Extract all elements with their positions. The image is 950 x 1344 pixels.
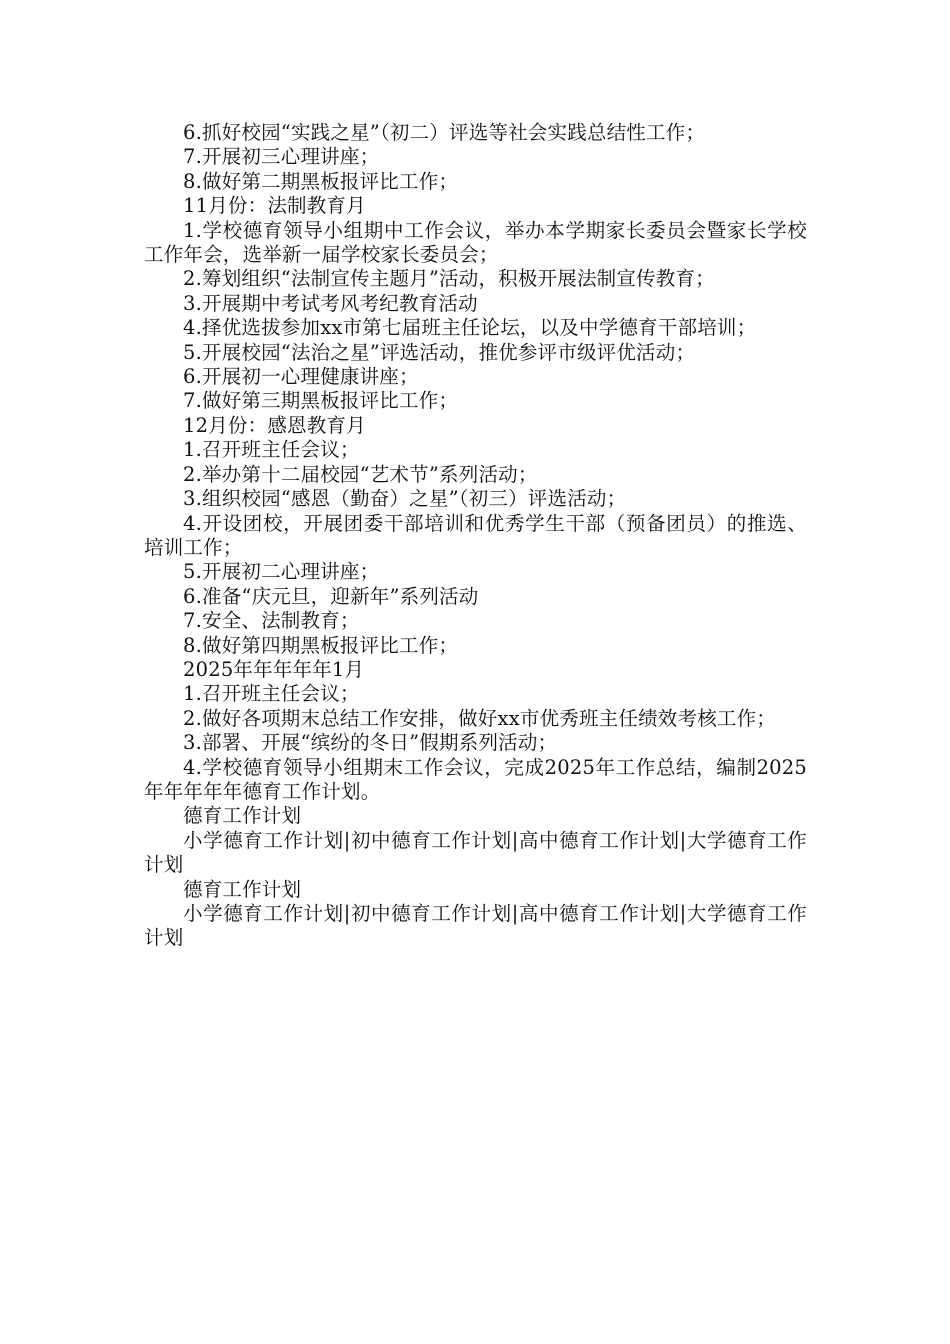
paragraph: 1.召开班主任会议；: [183, 438, 360, 462]
paragraph: 3.开展期中考试考风考纪教育活动: [183, 291, 478, 315]
section-heading-january: 2025年年年年年1月: [183, 657, 365, 681]
paragraph: 2.做好各项期末总结工作安排，做好xx市优秀班主任绩效考核工作；: [183, 706, 776, 730]
related-links: 小学德育工作计划|初中德育工作计划|高中德育工作计划|大学德育工作计划: [144, 828, 807, 877]
related-title: 德育工作计划: [183, 877, 302, 901]
paragraph: 6.开展初一心理健康讲座；: [183, 365, 419, 389]
paragraph: 7.安全、法制教育；: [183, 609, 360, 633]
paragraph: 2.举办第十二届校园“艺术节”系列活动；: [183, 462, 538, 486]
section-heading-december: 12月份：感恩教育月: [183, 413, 366, 437]
paragraph: 5.开展校园“法治之星”评选活动，推优参评市级评优活动；: [183, 340, 696, 364]
paragraph: 6.抓好校园“实践之星”（初二）评选等社会实践总结性工作；: [183, 121, 706, 144]
paragraph: 8.做好第四期黑板报评比工作；: [183, 633, 459, 657]
paragraph: 1.召开班主任会议；: [183, 682, 360, 706]
paragraph: 7.开展初三心理讲座；: [183, 145, 380, 169]
document-body: [144, 121, 807, 951]
section-heading-november: 11月份：法制教育月: [183, 194, 366, 218]
paragraph: 4.开设团校，开展团委干部培训和优秀学生干部（预备团员）的推选、培训工作；: [144, 511, 807, 559]
related-title: 德育工作计划: [183, 804, 302, 828]
paragraph: 4.择优选拔参加xx市第七届班主任论坛，以及中学德育干部培训；: [183, 316, 757, 340]
paragraph: 3.部署、开展“缤纷的冬日”假期系列活动；: [183, 731, 558, 755]
related-links: 小学德育工作计划|初中德育工作计划|高中德育工作计划|大学德育工作计划: [144, 902, 807, 950]
paragraph: 7.做好第三期黑板报评比工作；: [183, 389, 459, 413]
paragraph: 8.做好第二期黑板报评比工作；: [183, 169, 459, 193]
paragraph: 3.组织校园“感恩（勤奋）之星”（初三）评选活动；: [183, 487, 627, 511]
paragraph: 2.筹划组织“法制宣传主题月”活动，积极开展法制宣传教育；: [183, 267, 715, 291]
paragraph: 6.准备“庆元旦，迎新年”系列活动: [183, 584, 479, 608]
paragraph: 4.学校德育领导小组期末工作会议，完成2025年工作总结，编制2025年年年年年德育工作计划。: [144, 755, 807, 803]
paragraph: 1.学校德育领导小组期中工作会议，举办本学期家长委员会暨家长学校工作年会，选举新一届学校家长委员会；: [144, 218, 807, 267]
paragraph: 5.开展初二心理讲座；: [183, 560, 380, 584]
